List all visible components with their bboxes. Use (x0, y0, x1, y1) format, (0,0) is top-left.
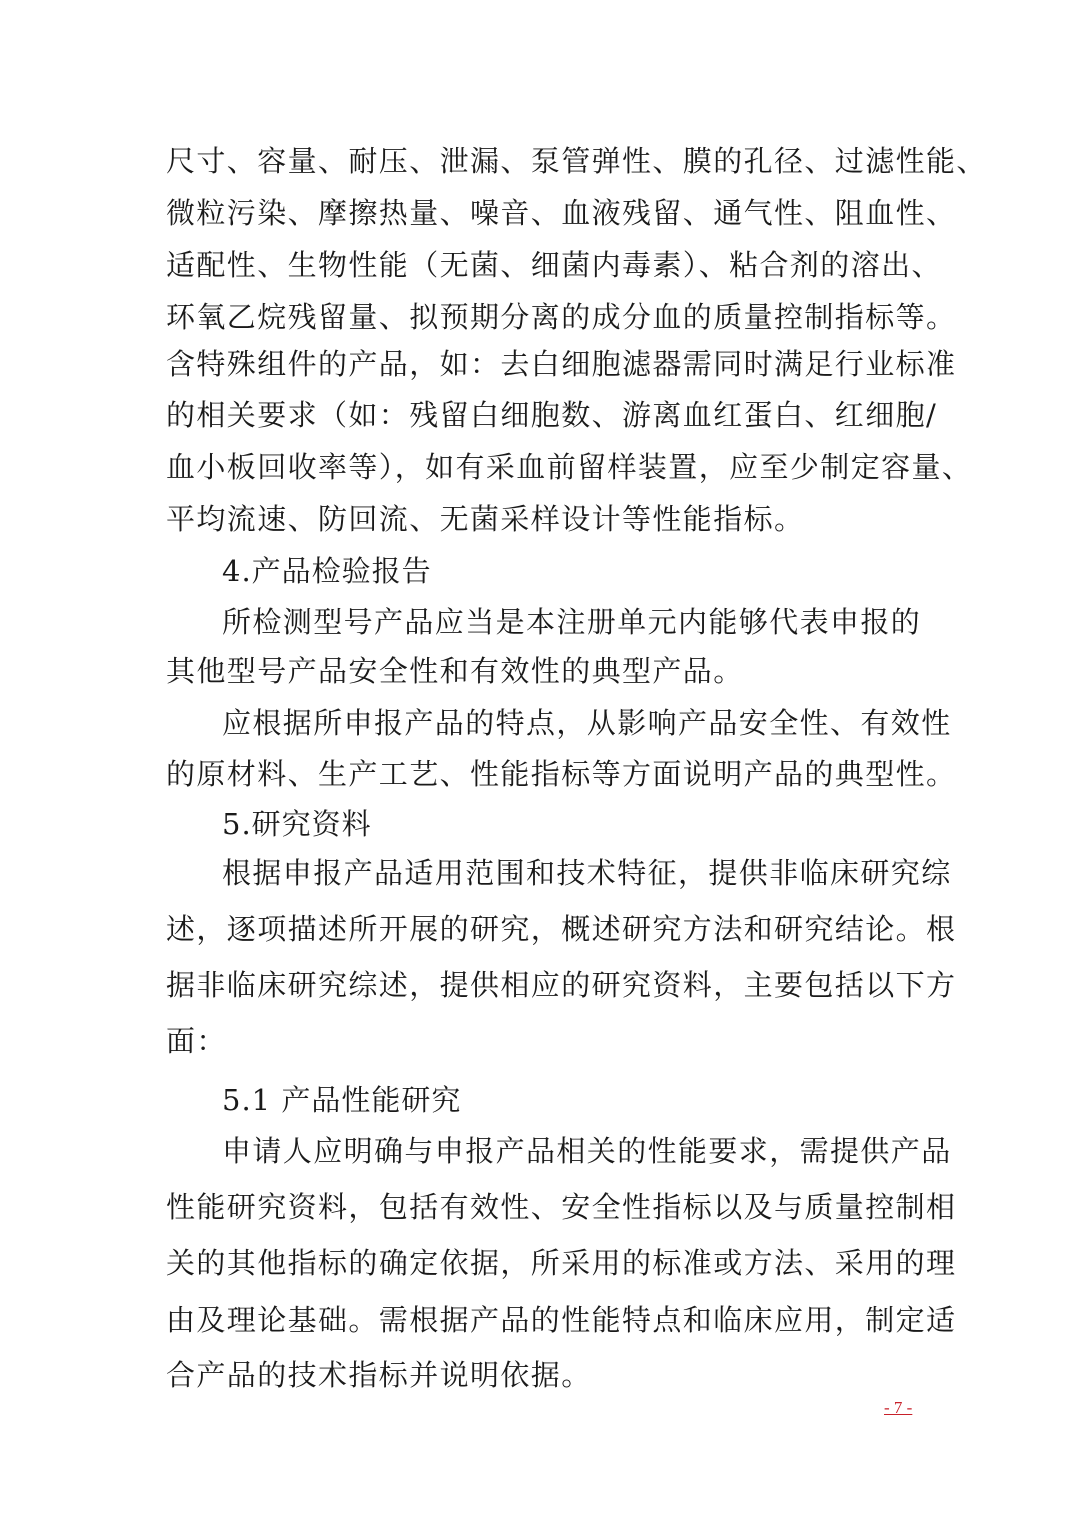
body-line: 申请人应明确与申报产品相关的性能要求，需提供产品 (222, 1134, 952, 1168)
body-line: 其他型号产品安全性和有效性的典型产品。 (166, 654, 744, 688)
body-line: 由及理论基础。需根据产品的性能特点和临床应用，制定适 (166, 1303, 957, 1337)
body-line: 据非临床研究综述，提供相应的研究资料，主要包括以下方 (166, 968, 957, 1002)
body-line: 应根据所申报产品的特点，从影响产品安全性、有效性 (222, 706, 952, 740)
body-line: 平均流速、防回流、无菌采样设计等性能指标。 (166, 502, 805, 536)
body-line: 微粒污染、摩擦热量、噪音、血液残留、通气性、阻血性、 (166, 196, 957, 230)
body-line: 尺寸、容量、耐压、泄漏、泵管弹性、膜的孔径、过滤性能、 (166, 144, 987, 178)
body-line: 性能研究资料，包括有效性、安全性指标以及与质量控制相 (166, 1190, 957, 1224)
body-line: 的原材料、生产工艺、性能指标等方面说明产品的典型性。 (166, 757, 957, 791)
section-heading-5: 5.研究资料 (222, 807, 372, 841)
body-line: 的相关要求（如：残留白细胞数、游离血红蛋白、红细胞/ (166, 398, 938, 432)
body-line: 根据申报产品适用范围和技术特征，提供非临床研究综 (222, 856, 952, 890)
body-line: 述，逐项描述所开展的研究，概述研究方法和研究结论。根 (166, 912, 957, 946)
body-line: 面： (166, 1024, 227, 1058)
body-line: 环氧乙烷残留量、拟预期分离的成分血的质量控制指标等。 (166, 300, 957, 334)
body-line: 关的其他指标的确定依据，所采用的标准或方法、采用的理 (166, 1246, 957, 1280)
body-line: 所检测型号产品应当是本注册单元内能够代表申报的 (222, 605, 922, 639)
body-line: 合产品的技术指标并说明依据。 (166, 1358, 592, 1392)
section-heading-5-1: 5.1 产品性能研究 (222, 1083, 462, 1117)
page-number: - 7 - (884, 1398, 913, 1417)
section-heading-4: 4.产品检验报告 (222, 554, 432, 588)
body-line: 血小板回收率等），如有采血前留样装置，应至少制定容量、 (166, 450, 973, 484)
body-line: 适配性、生物性能（无菌、细菌内毒素）、粘合剂的溶出、 (166, 248, 942, 282)
body-line: 含特殊组件的产品，如：去白细胞滤器需同时满足行业标准 (166, 347, 957, 381)
